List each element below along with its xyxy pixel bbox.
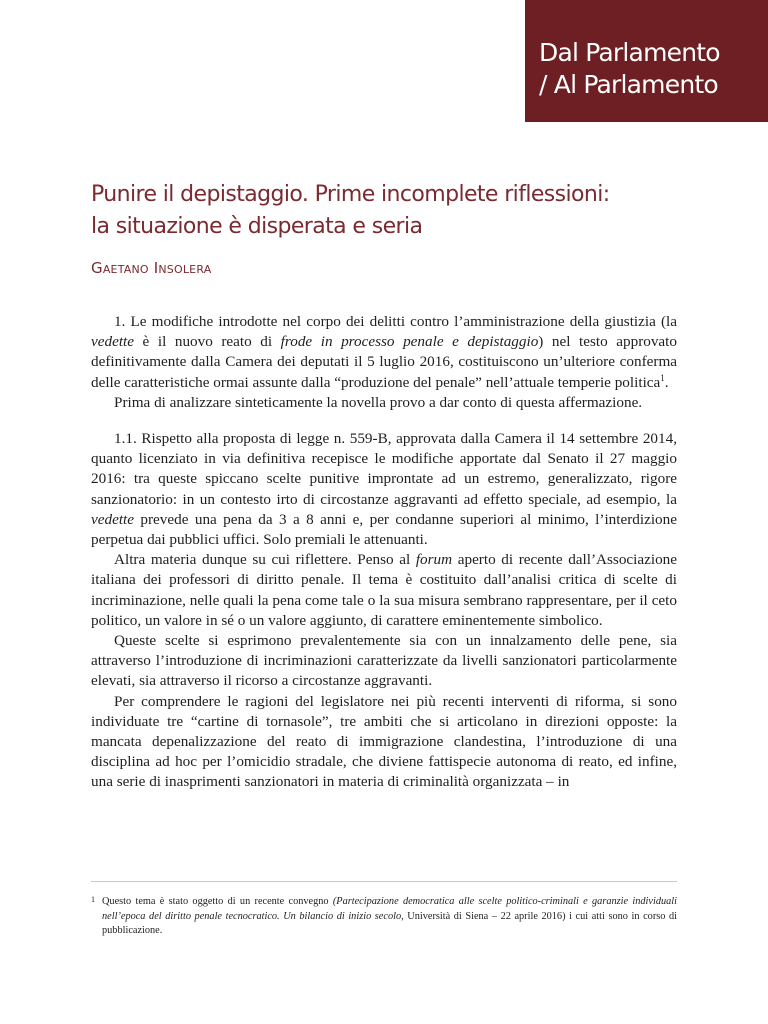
article-title-line1: Punire il depistaggio. Prime incomplete riflessioni: xyxy=(91,182,610,207)
paragraph-6: Per comprendere le ragioni del legislatore nei più recenti interventi di riforma, si sono individuate tre “cartine di tornasole”, tre ambiti che si articolano in direzioni opposte: la mancata depenalizzazione del reato di immigrazione clandestina, l’introduzione di una disciplina ad hoc per l’omicidio stradale, che diviene fattispecie autonoma di reato, ed infine, una serie di inasprimenti sanzionatori in materia di criminalità organizzata – in xyxy=(91,692,677,791)
section-header-line2: / Al Parlamento xyxy=(539,70,718,99)
footnote xyxy=(91,895,677,939)
article-title-line2: la situazione è disperata e seria xyxy=(91,214,423,239)
article-author: Gaetano Insolera xyxy=(91,259,212,277)
article-body xyxy=(91,312,677,793)
footnote-text: Questo tema è stato oggetto di un recente convegno (Partecipazione democratica alle scelte politico-criminali e garanzie individuali nell’epoca del diritto penale tecnocratico. Un bilancio di inizio secolo, Università di Siena – 22 aprile 2016) i cui atti sono in corso di pubblicazione. xyxy=(102,896,677,936)
footnote-number: 1 xyxy=(91,895,95,904)
section-header-line1: Dal Parlamento xyxy=(539,38,720,67)
section-header xyxy=(525,0,768,122)
paragraph-3: 1.1. Rispetto alla proposta di legge n. 559-B, approvata dalla Camera il 14 settembre 2014, quanto licenziato in via definitiva recepisce le modifiche apportate dal Senato il 27 maggio 2016: tra queste spiccano scelte punitive improntate ad un estremo, generalizzato, rigore sanzionatorio: in un contesto irto di circostanze aggravanti ad effetto speciale, ad esempio, la vedette prevede una pena da 3 a 8 anni e, per condanne superiori al minimo, l’interdizione perpetua dai pubblici uffici. Solo premiali le attenuanti. xyxy=(91,430,677,549)
paragraph-1: 1. Le modifiche introdotte nel corpo dei delitti contro l’amministrazione della giustizia (la vedette è il nuovo reato di frode in processo penale e depistaggio) nel testo approvato definitivamente dalla Camera dei deputati il 5 luglio 2016, costituiscono un’ulteriore conferma delle caratteristiche ormai assunte dalla “produzione del penale” nell’attuale temperie politica$^1$. xyxy=(91,313,677,391)
footnote-ref[interactable]: 1 xyxy=(660,372,665,383)
article-title xyxy=(91,179,691,243)
paragraph-2: Prima di analizzare sinteticamente la novella provo a dar conto di questa affermazione. xyxy=(114,393,643,411)
paragraph-4: Altra materia dunque su cui riflettere. Penso al forum aperto di recente dall’Associazione italiana dei professori di diritto penale. Il tema è costituito dall’analisi critica di scelte di incriminazione, nelle quali la pena come tale o la sua misura sembrano rappresentare, per il ceto politico, un valore in sé o un valore aggiunto, di carattere eminentemente simbolico. xyxy=(91,551,677,629)
paragraph-5: Queste scelte si esprimono prevalentemente sia con un innalzamento delle pene, sia attraverso l’introduzione di incriminazioni caratterizzate da livelli sanzionatori particolarmente elevati, sia attraverso il ricorso a circostanze aggravanti. xyxy=(91,632,677,690)
footnote-divider xyxy=(91,881,677,882)
